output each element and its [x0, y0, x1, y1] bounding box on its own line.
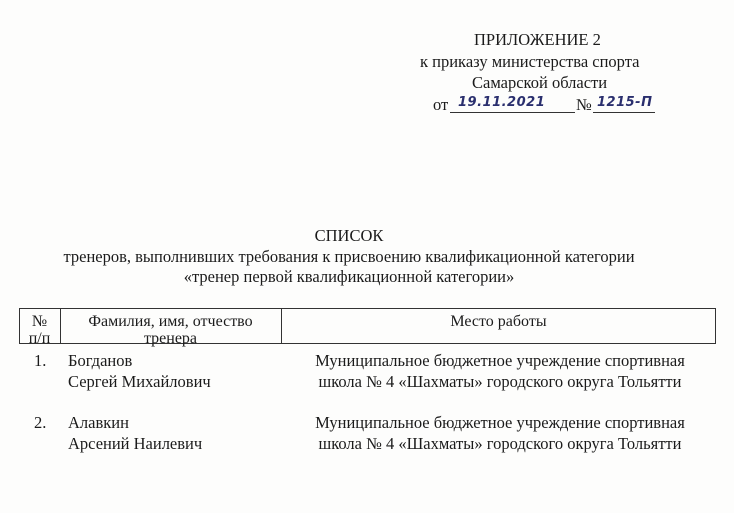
handwritten-date: 19.11.2021	[458, 95, 546, 110]
header-work: Место работы	[450, 313, 547, 330]
row-2-given-name: Арсений Наилевич	[68, 434, 203, 453]
row-2-surname: Алавкин	[68, 413, 129, 432]
number-underline	[593, 112, 655, 113]
row-2-work-line2: школа № 4 «Шахматы» городского округа Тольятти	[318, 434, 682, 453]
appendix-title: ПРИЛОЖЕНИЕ 2	[474, 30, 601, 49]
row-2-num: 2.	[34, 413, 47, 432]
row-1-work-line1: Муниципальное бюджетное учреждение спортивная	[315, 351, 685, 370]
header-name-line2: тренера	[143, 330, 198, 347]
row-1-surname: Богданов	[68, 351, 133, 370]
row-1-num: 1.	[34, 351, 47, 370]
appendix-region-line: Самарской области	[472, 73, 608, 92]
list-title: СПИСОК	[314, 226, 384, 245]
header-num-line2: п/п	[28, 330, 51, 347]
row-1-work-line2: школа № 4 «Шахматы» городского округа Тольятти	[318, 372, 682, 391]
row-2-work-line1: Муниципальное бюджетное учреждение спортивная	[315, 413, 685, 432]
header-num-line1: №	[31, 313, 48, 330]
list-subtitle-line1: тренеров, выполнивших требования к присвоению квалификационной категории	[63, 247, 635, 266]
appendix-date-prefix: от	[433, 95, 449, 114]
header-name-line1: Фамилия, имя, отчество	[88, 313, 253, 330]
appendix-number-prefix: №	[576, 95, 592, 114]
appendix-order-line: к приказу министерства спорта	[420, 52, 640, 71]
date-underline	[450, 112, 575, 113]
list-subtitle-line2: «тренер первой квалификационной категории»	[183, 267, 515, 286]
handwritten-number: 1215-П	[597, 95, 653, 110]
row-1-given-name: Сергей Михайлович	[68, 372, 211, 391]
